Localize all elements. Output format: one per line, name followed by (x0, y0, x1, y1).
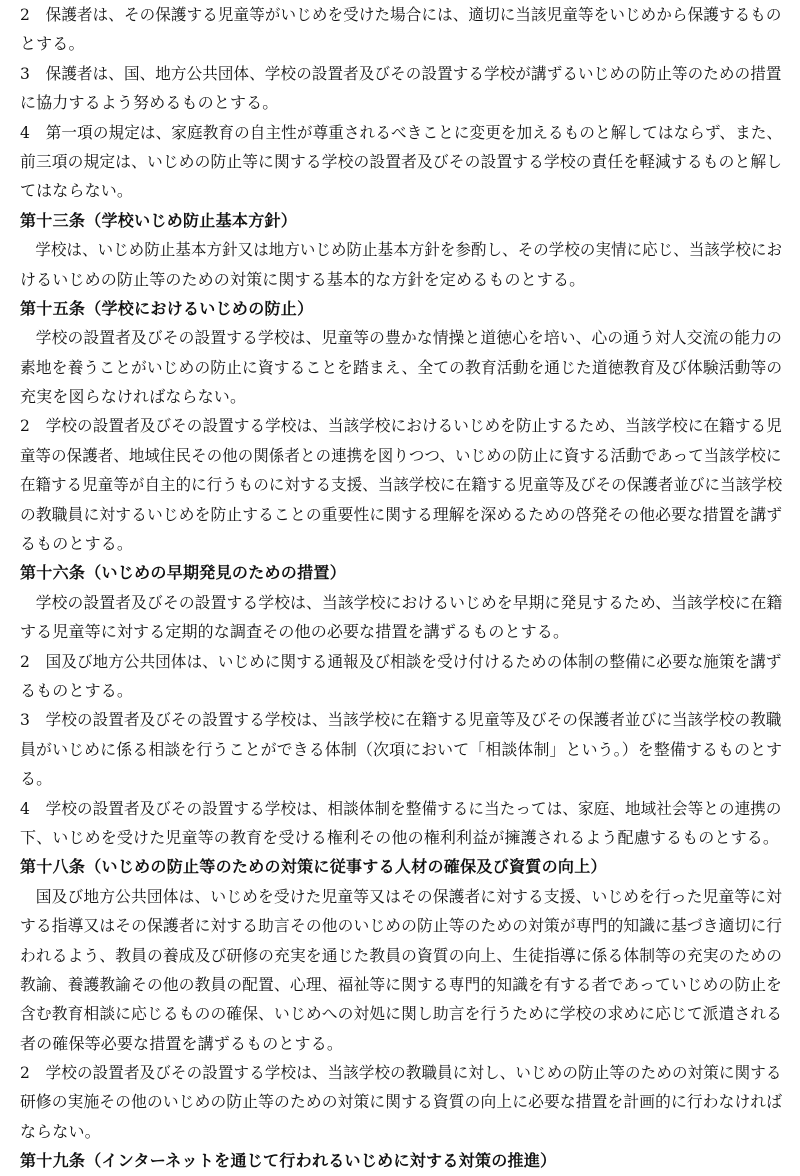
article-heading: 第十九条（インターネットを通じて行われるいじめに対する対策の推進） (20, 1151, 557, 1171)
article-heading: 第十三条（学校いじめ防止基本方針） (20, 210, 298, 230)
text-line: 学校の設置者及びその設置する学校は、当該学校におけるいじめを早期に発見するため、当該学校に在籍 (35, 592, 783, 612)
text-line: 国及び地方公共団体は、いじめを受けた児童等又はその保護者に対する支援、いじめを行った児童等に対 (35, 886, 783, 906)
text-line: 学校は、いじめ防止基本方針又は地方いじめ防止基本方針を参酌し、その学校の実情に応じ、当該学校にお (35, 240, 783, 260)
text-line: 2 学校の設置者及びその設置する学校は、当該学校の教職員に対し、いじめの防止等のための対策に関する (20, 1063, 782, 1083)
document-body (20, 0, 782, 1176)
text-line: 素地を養うことがいじめの防止に資することを踏まえ、全ての教育活動を通じた道徳教育及び体験活動等の (20, 357, 783, 377)
text-line: 3 保護者は、国、地方公共団体、学校の設置者及びその設置する学校が講ずるいじめの防止等のための措置 (20, 63, 782, 83)
text-line: 4 第一項の規定は、家庭教育の自主性が尊重されるべきことに変更を加えるものと解してはならず、また、 (20, 122, 783, 142)
text-line: る。 (20, 769, 53, 789)
text-line: 研修の実施その他のいじめの防止等のための対策に関する資質の向上に必要な措置を計画的に行わなければ (20, 1092, 783, 1112)
text-line: 下、いじめを受けた児童等の教育を受ける権利その他の権利利益が擁護されるよう配慮するものとする。 (20, 827, 780, 847)
text-line: 在籍する児童等が自主的に行うものに対する支援、当該学校に在籍する児童等及びその保護者並びに当該学校 (20, 475, 783, 495)
text-line: 教諭、養護教諭その他の教員の配置、心理、福祉等に関する専門的知識を有する者であっていじめの防止を (20, 974, 783, 994)
text-line: けるいじめの防止等のための対策に関する基本的な方針を定めるものとする。 (20, 269, 586, 289)
article-heading: 第十五条（学校におけるいじめの防止） (20, 298, 314, 318)
text-line: 充実を図らなければならない。 (20, 387, 247, 407)
text-line: 4 学校の設置者及びその設置する学校は、相談体制を整備するに当たっては、家庭、地域社会等との連携の (20, 798, 782, 818)
text-line: 童等の保護者、地域住民その他の関係者との連携を図りつつ、いじめの防止に資する活動であって当該学校に (20, 445, 782, 465)
text-line: する指導又はその保護者に対する助言その他のいじめの防止等のための対策が専門的知識に基づき適切に行 (20, 916, 783, 936)
text-line: 学校の設置者及びその設置する学校は、児童等の豊かな情操と道徳心を培い、心の通う対人交流の能力の (35, 328, 783, 348)
text-line: 前三項の規定は、いじめの防止等に関する学校の設置者及びその設置する学校の責任を軽減するものと解し (20, 151, 783, 171)
article-heading: 第十六条（いじめの早期発見のための措置） (20, 563, 347, 583)
text-line: てはならない。 (20, 181, 134, 201)
text-line: の教職員に対するいじめを防止することの重要性に関する理解を深めるための啓発その他必要な措置を講ず (20, 504, 783, 524)
text-line: 2 保護者は、その保護する児童等がいじめを受けた場合には、適切に当該児童等をいじめから保護するもの (20, 5, 782, 24)
text-line: 3 学校の設置者及びその設置する学校は、当該学校に在籍する児童等及びその保護者並びに当該学校の教職 (20, 710, 782, 730)
text-line: に協力するよう努めるものとする。 (20, 93, 279, 113)
text-line: 者の確保等必要な措置を講ずるものとする。 (20, 1033, 344, 1053)
text-line: るものとする。 (20, 680, 134, 700)
text-line: 員がいじめに係る相談を行うことができる体制（次項において「相談体制」という。）を整備するものとす (20, 739, 783, 759)
article-heading: 第十八条（いじめの防止等のための対策に従事する人材の確保及び資質の向上） (20, 857, 607, 877)
text-line: 含む教育相談に応じるものの確保、いじめへの対処に関し助言を行うために学校の求めに応じて派遣される (20, 1004, 783, 1024)
text-line: ならない。 (20, 1121, 101, 1141)
text-line: 2 国及び地方公共団体は、いじめに関する通報及び相談を受け付けるための体制の整備に必要な施策を講ず (20, 651, 782, 671)
text-line: する児童等に対する定期的な調査その他の必要な措置を講ずるものとする。 (20, 622, 570, 642)
text-line: るものとする。 (20, 534, 134, 554)
text-line: われるよう、教員の養成及び研修の充実を通じた教員の資質の向上、生徒指導に係る体制等の充実のための (20, 945, 783, 965)
text-line: とする。 (20, 34, 85, 54)
text-line: 2 学校の設置者及びその設置する学校は、当該学校におけるいじめを防止するため、当該学校に在籍する児 (20, 416, 782, 436)
